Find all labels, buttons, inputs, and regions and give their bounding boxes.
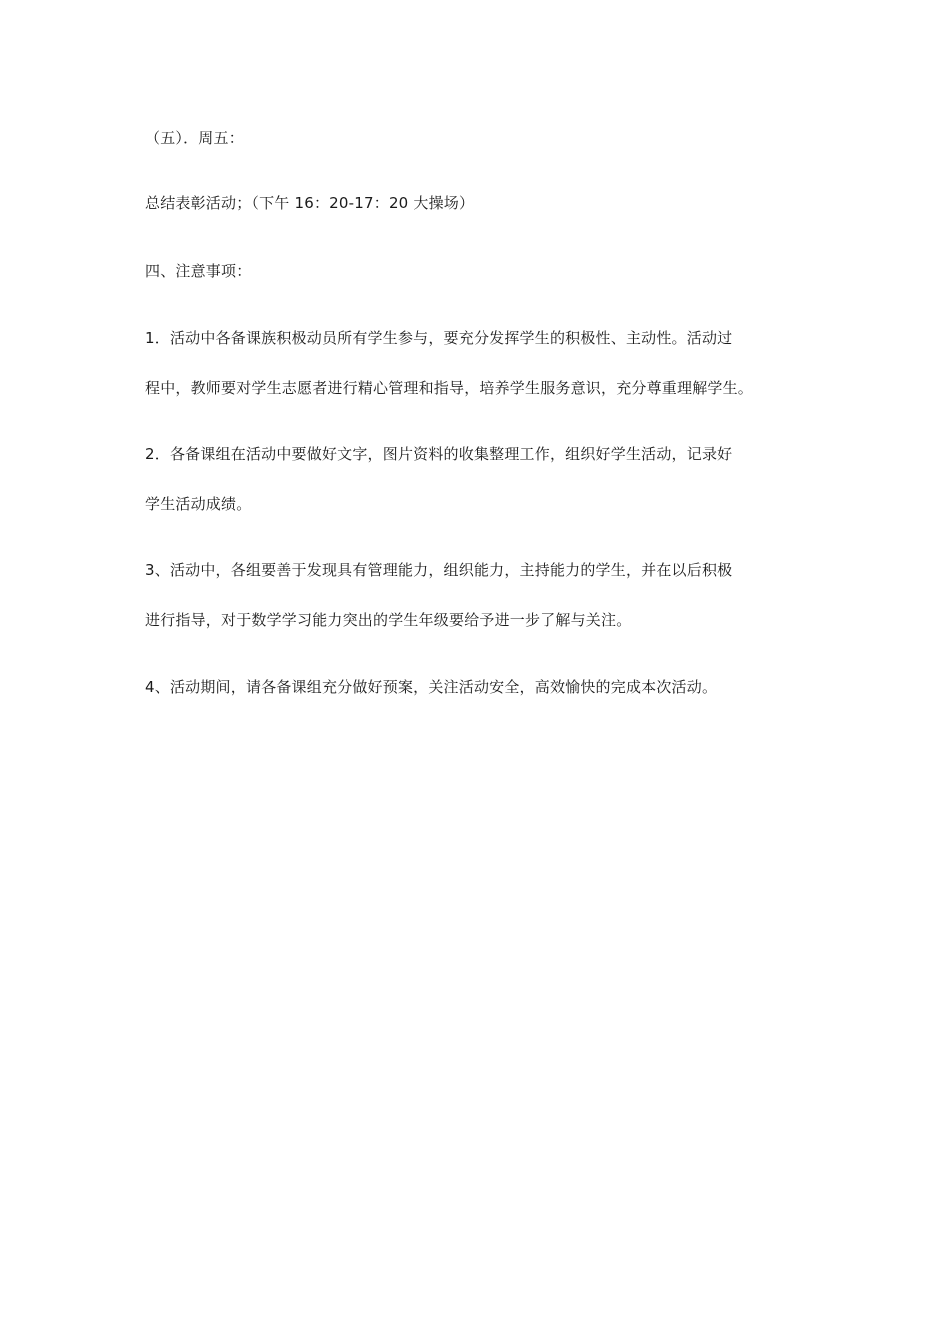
- note-3-line-2: 进行指导，对于数学学习能力突出的学生年级要给予进一步了解与关注。: [145, 611, 632, 629]
- note-1-line-2: 程中，教师要对学生志愿者进行精心管理和指导，培养学生服务意识，充分尊重理解学生。: [145, 379, 754, 397]
- note-2-line-2: 学生活动成绩。: [145, 495, 252, 513]
- section-heading-friday: （五）．周五：: [145, 129, 244, 147]
- friday-activity-text: 总结表彰活动；（下午 16：20-17：20 大操场）: [145, 194, 475, 212]
- section-heading-notes: 四、注意事项：: [145, 262, 252, 280]
- note-2-line-1: 2．各备课组在活动中要做好文字，图片资料的收集整理工作，组织好学生活动，记录好: [145, 445, 733, 463]
- note-1-line-1: 1．活动中各备课族积极动员所有学生参与，要充分发挥学生的积极性、主动性。活动过: [145, 329, 733, 347]
- note-4-line-1: 4、活动期间，请各备课组充分做好预案，关注活动安全，高效愉快的完成本次活动。: [145, 678, 718, 696]
- note-3-line-1: 3、活动中，各组要善于发现具有管理能力，组织能力，主持能力的学生，并在以后积极: [145, 561, 733, 579]
